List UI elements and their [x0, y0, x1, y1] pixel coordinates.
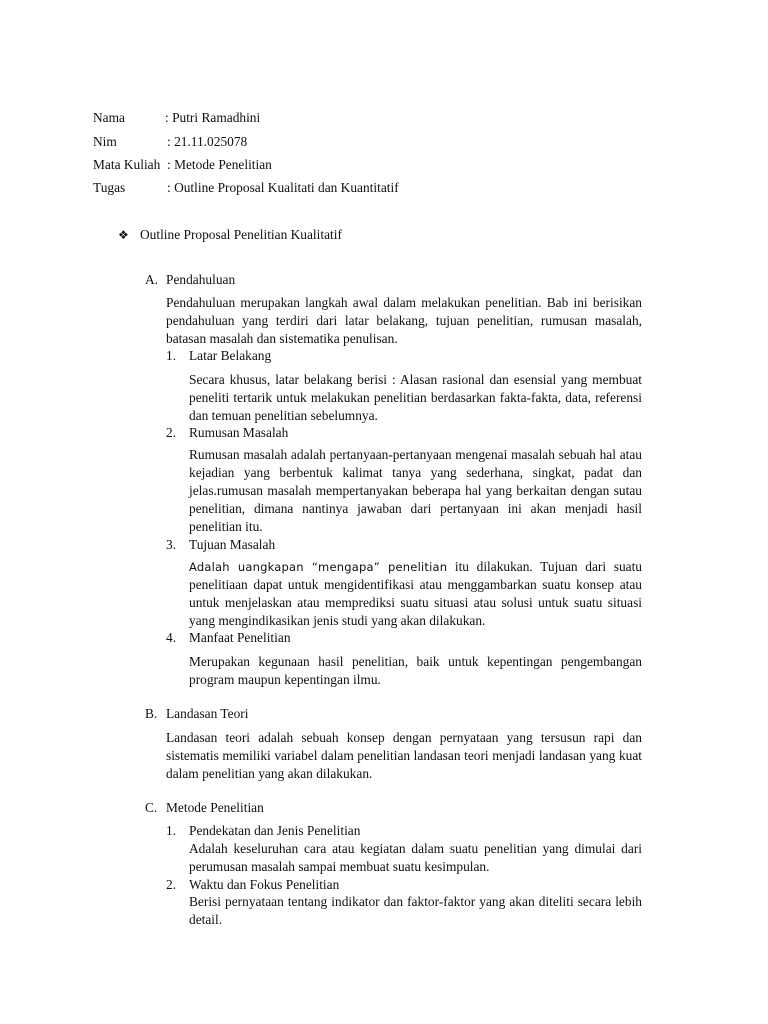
a-item-2-number: 2.: [166, 425, 177, 440]
a-item-1-text: Secara khusus, latar belakang berisi : Alasan rasional dan esensial yang membuat peneliti tertarik untuk melakukan penelitian berdasarkan fakta-fakta, data, referensi dan temuan penelitian sebelumnya.: [189, 372, 642, 423]
a-item-3-text-handwritten: Adalah uangkapan “mengapa” penelitian: [189, 560, 448, 574]
c-item-2-title: Waktu dan Fokus Penelitian: [189, 877, 340, 892]
section-c-title: Metode Penelitian: [166, 800, 264, 815]
a-item-4-number: 4.: [166, 630, 177, 645]
section-a-title: Pendahuluan: [166, 272, 236, 287]
nama-value: : Putri Ramadhini: [165, 110, 261, 125]
outline-title: Outline Proposal Penelitian Kualitatif: [140, 227, 342, 242]
nama-label: Nama: [93, 110, 125, 125]
section-a-intro: Pendahuluan merupakan langkah awal dalam melakukan penelitian. Bab ini berisikan pendahuluan yang terdiri dari latar belakang, tujuan penelitian, rumusan masalah, batasan masalah dan sistematika penulisan.: [166, 295, 642, 346]
section-c-letter: C.: [145, 800, 158, 815]
mata-kuliah-value: : Metode Penelitian: [167, 157, 272, 172]
nim-label: Nim: [93, 134, 117, 149]
a-item-3-text-rest: itu dilakukan. Tujuan dari suatu penelitiaan dapat untuk mengidentifikasi atau menggambarkan suatu konsep atau untuk menjelaskan atau memprediksi suatu situasi atau solusi untuk suatu situasi yang mengindikasikan jenis studi yang akan dilakukan.: [189, 559, 642, 628]
section-b-text: Landasan teori adalah sebuah konsep dengan pernyataan yang tersusun rapi dan sistematis memiliki variabel dalam penelitian landasan teori menjadi landasan yang kuat dalam penelitian yang akan dilakukan.: [166, 730, 642, 781]
a-item-4-title: Manfaat Penelitian: [189, 630, 291, 645]
a-item-1-number: 1.: [166, 348, 177, 363]
section-a-letter: A.: [145, 272, 159, 287]
a-item-3-text: [189, 558, 642, 630]
section-b-title: Landasan Teori: [166, 706, 249, 721]
c-item-2-text: Berisi pernyataan tentang indikator dan faktor-faktor yang akan diteliti secara lebih detail.: [189, 894, 642, 927]
a-item-2-text: Rumusan masalah adalah pertanyaan-pertanyaan mengenai masalah sebuah hal atau kejadian yang berbentuk kalimat tanya yang sederhana, singkat, padat dan jelas.rumusan masalah mempertanyakan beberapa hal yang berkaitan dengan sutau penelitian, dimana nantinya jawaban dari pertanyaan ini akan menjadi hasil penelitian itu.: [189, 447, 642, 534]
a-item-3-number: 3.: [166, 537, 177, 552]
a-item-2-title: Rumusan Masalah: [189, 425, 289, 440]
diamond-bullet-icon: ❖: [118, 228, 129, 242]
nim-value: : 21.11.025078: [167, 134, 248, 149]
a-item-1-title: Latar Belakang: [189, 348, 272, 363]
section-b-letter: B.: [145, 706, 158, 721]
c-item-1-number: 1.: [166, 823, 177, 838]
mata-kuliah-label: Mata Kuliah: [93, 157, 161, 172]
tugas-label: Tugas: [93, 180, 126, 195]
tugas-value: : Outline Proposal Kualitati dan Kuantitatif: [167, 180, 399, 195]
c-item-1-title: Pendekatan dan Jenis Penelitian: [189, 823, 361, 838]
a-item-3-title: Tujuan Masalah: [189, 537, 276, 552]
c-item-2-number: 2.: [166, 877, 177, 892]
c-item-1-text: Adalah keseluruhan cara atau kegiatan dalam suatu penelitian yang dimulai dari perumusan masalah sampai membuat suatu kesimpulan.: [189, 841, 642, 874]
a-item-4-text: Merupakan kegunaan hasil penelitian, baik untuk kepentingan pengembangan program maupun kepentingan ilmu.: [189, 654, 642, 687]
